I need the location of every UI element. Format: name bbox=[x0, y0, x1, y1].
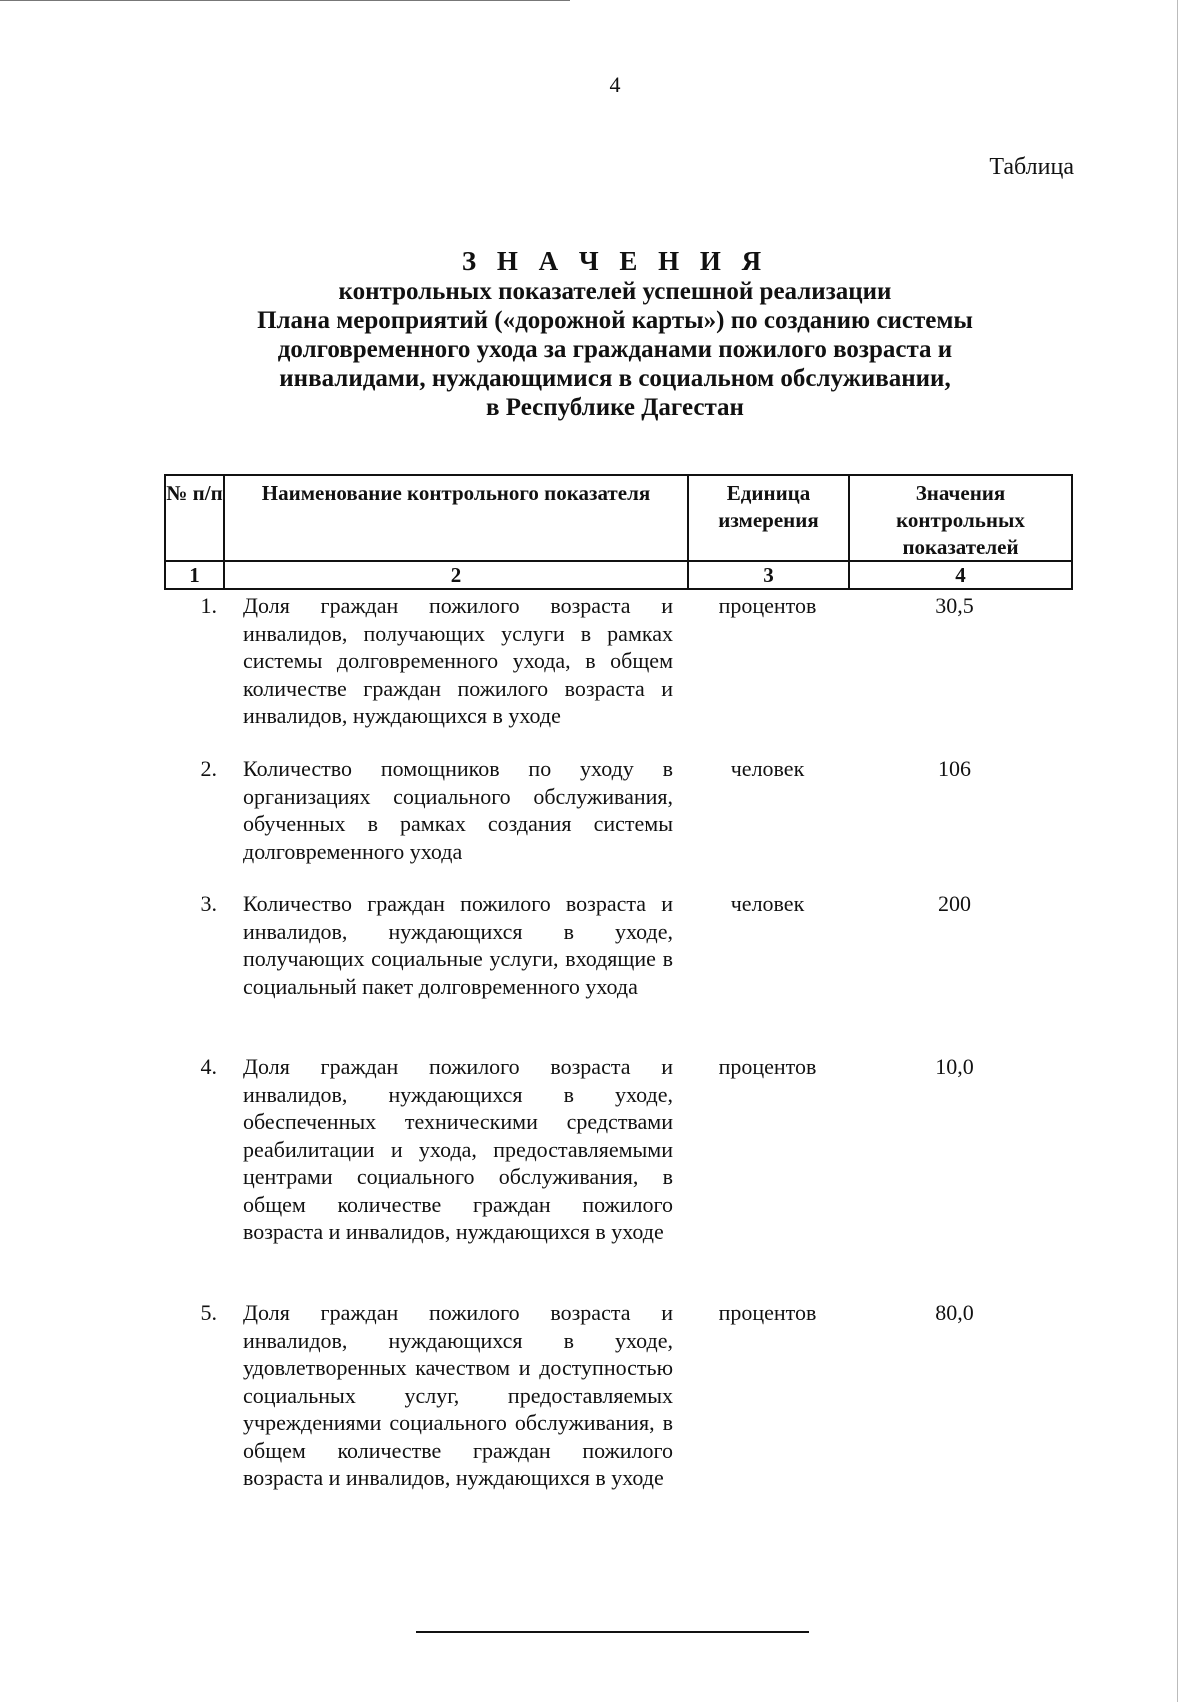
row-unit: процентов bbox=[718, 593, 817, 618]
row-number: 4. bbox=[200, 1054, 217, 1079]
row-value: 30,5 bbox=[935, 593, 974, 618]
table-row bbox=[164, 592, 1073, 755]
header-unit: Единица измерения bbox=[689, 476, 850, 562]
scan-edge-line bbox=[0, 0, 570, 1]
row-indicator-name: Доля граждан пожилого возраста и инвалидов, получающих услуги в рамках системы долговременного ухода, в общем количестве граждан пожилого возраста и инвалидов, нуждающихся в уходе bbox=[243, 593, 673, 728]
row-unit: процентов bbox=[718, 1054, 817, 1079]
document-title bbox=[100, 245, 1130, 422]
row-number: 2. bbox=[200, 756, 217, 781]
title-line: долговременного ухода за гражданами пожилого возраста и bbox=[277, 336, 953, 363]
row-indicator-name: Количество граждан пожилого возраста и инвалидов, нуждающихся в уходе, получающих социальные услуги, входящие в социальный пакет долговременного ухода bbox=[243, 891, 673, 999]
table-caption: Таблица bbox=[989, 154, 1074, 180]
title-line: Плана мероприятий («дорожной карты») по созданию системы bbox=[257, 307, 973, 334]
title-line: контрольных показателей успешной реализации bbox=[338, 278, 892, 305]
title-main: З Н А Ч Е Н И Я bbox=[461, 246, 769, 276]
table-row bbox=[164, 755, 1073, 890]
row-number: 1. bbox=[200, 593, 217, 618]
header-values: Значения контрольных показателей bbox=[850, 476, 1071, 562]
column-number: 4 bbox=[955, 563, 966, 587]
row-value: 106 bbox=[938, 756, 971, 781]
end-rule bbox=[416, 1631, 809, 1633]
row-number: 3. bbox=[200, 891, 217, 916]
row-value: 80,0 bbox=[935, 1300, 974, 1325]
row-unit: человек bbox=[730, 756, 805, 781]
table-body bbox=[164, 592, 1073, 1539]
table-row bbox=[164, 1053, 1073, 1299]
column-number: 1 bbox=[166, 562, 225, 588]
column-number: 2 bbox=[225, 562, 689, 588]
header-indicator-name: Наименование контрольного показателя bbox=[225, 476, 689, 562]
header-number: № п/п bbox=[166, 476, 225, 562]
row-number: 5. bbox=[200, 1300, 217, 1325]
row-value: 10,0 bbox=[935, 1054, 974, 1079]
table-row bbox=[164, 890, 1073, 1053]
row-unit: процентов bbox=[718, 1300, 817, 1325]
row-indicator-name: Доля граждан пожилого возраста и инвалидов, нуждающихся в уходе, удовлетворенных качеством и доступностью социальных услуг, предоставляемых учреждениями социального обслуживания, в общем количестве граждан пожилого возраста и инвалидов, нуждающихся в уходе bbox=[243, 1300, 673, 1490]
column-number: 3 bbox=[689, 562, 850, 588]
scan-edge-line-right bbox=[1177, 0, 1178, 1702]
title-line: инвалидами, нуждающимися в социальном обслуживании, bbox=[279, 365, 951, 392]
page-number: 4 bbox=[609, 72, 621, 97]
table-header bbox=[164, 474, 1073, 590]
row-indicator-name: Доля граждан пожилого возраста и инвалидов, нуждающихся в уходе, обеспеченных техническими средствами реабилитации и ухода, предоставляемыми центрами социального обслуживания, в общем количестве граждан пожилого возраста и инвалидов, нуждающихся в уходе bbox=[243, 1054, 673, 1244]
title-line: в Республике Дагестан bbox=[486, 394, 744, 421]
row-indicator-name: Количество помощников по уходу в организациях социального обслуживания, обученных в рамках создания системы долговременного ухода bbox=[243, 756, 673, 864]
row-value: 200 bbox=[938, 891, 971, 916]
row-unit: человек bbox=[730, 891, 805, 916]
table-row bbox=[164, 1299, 1073, 1539]
